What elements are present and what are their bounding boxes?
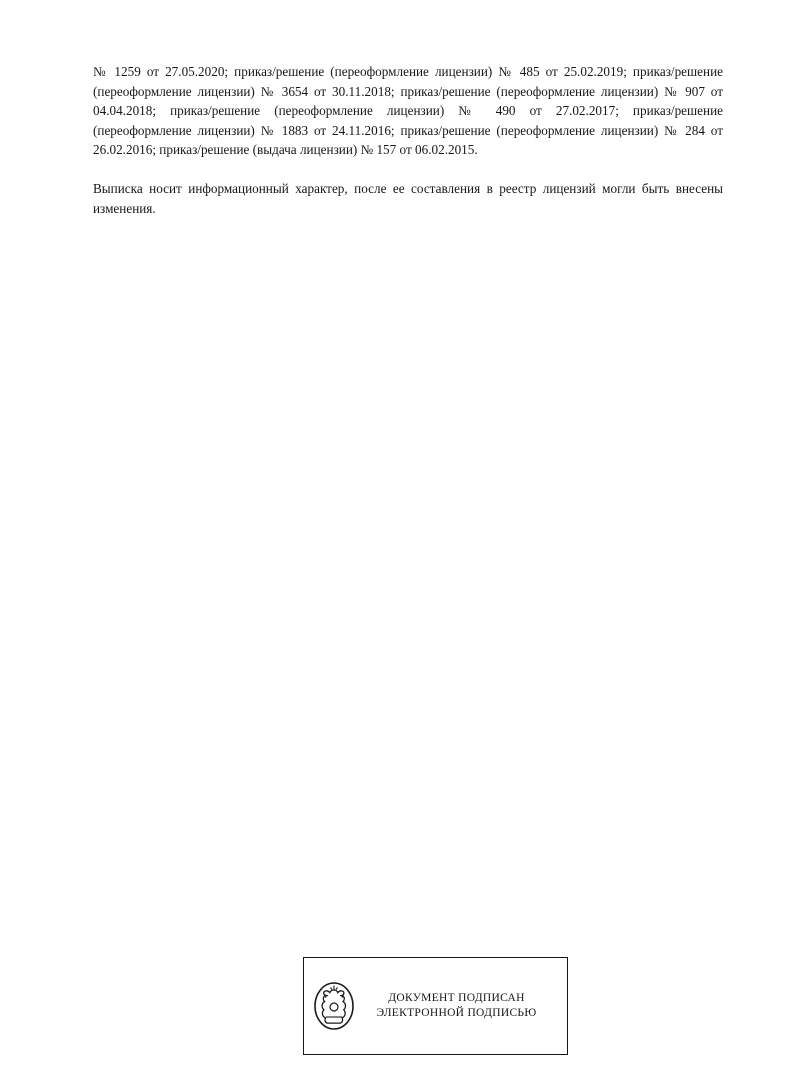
electronic-signature-stamp <box>303 957 568 1055</box>
stamp-caption-line-2: ЭЛЕКТРОННОЙ ПОДПИСЬЮ <box>376 1007 537 1019</box>
document-body <box>93 62 723 218</box>
paragraph-license-orders: № 1259 от 27.05.2020; приказ/решение (переоформление лицензии) № 485 от 25.02.2019; приказ/решение (переоформление лицензии) № 3654 от 30.11.2018; приказ/решение (переоформление лицензии) № 907 от 04.04.2018; приказ/решение (переоформление лицензии) № 490 от 27.02.2017; приказ/решение (переоформление лицензии) № 1883 от 24.11.2016; приказ/решение (переоформление лицензии) № 284 от 26.02.2016; приказ/решение (выдача лицензии) № 157 от 06.02.2015. <box>93 64 723 158</box>
double-headed-eagle-emblem-icon <box>312 980 356 1032</box>
stamp-caption-line-1: ДОКУМЕНТ ПОДПИСАН <box>388 992 525 1004</box>
paragraph-disclaimer: Выписка носит информационный характер, после ее составления в реестр лицензий могли быть внесены изменения. <box>93 180 723 216</box>
stamp-caption <box>356 991 567 1021</box>
